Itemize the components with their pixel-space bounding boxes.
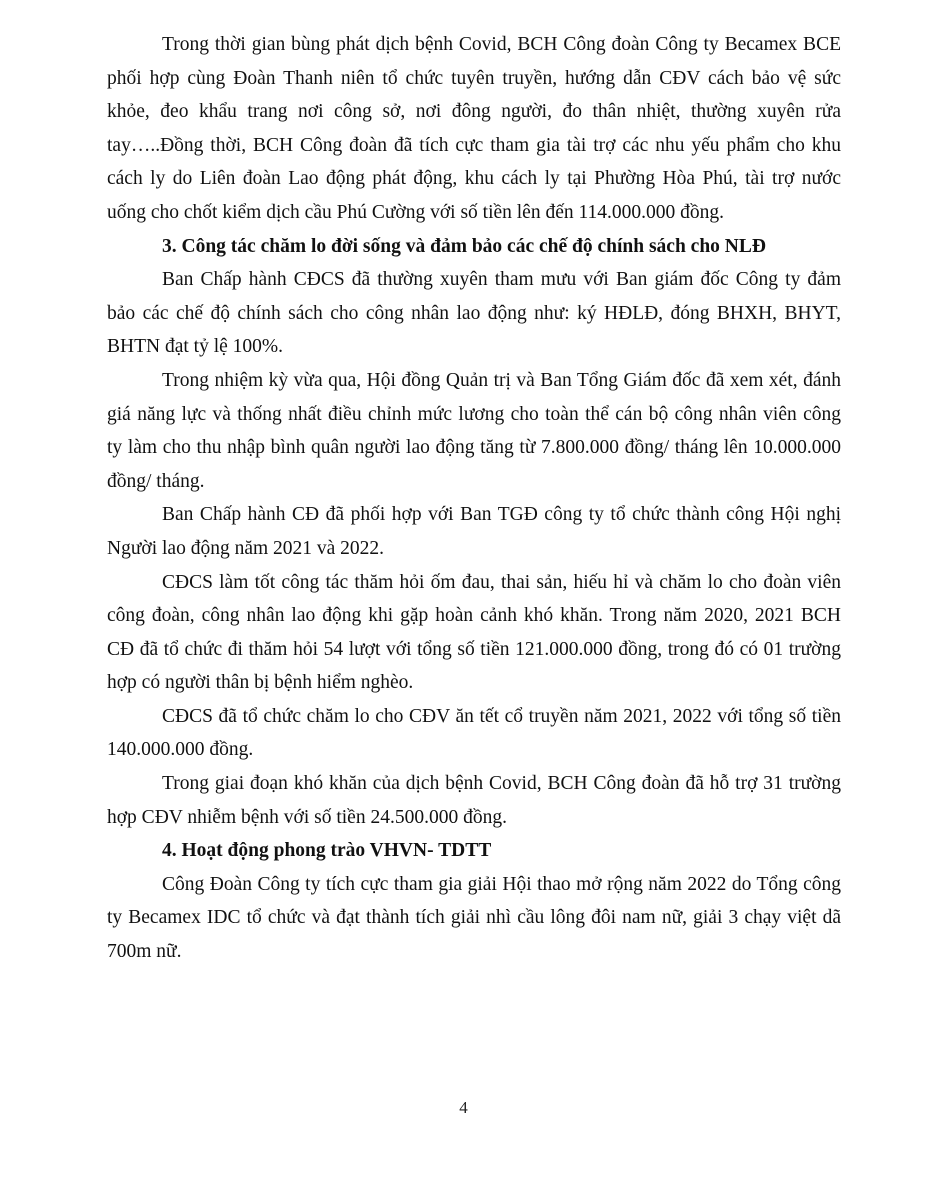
page-number: 4	[459, 1098, 468, 1117]
text-line: BHTN đạt tỷ lệ 100%.	[107, 336, 284, 358]
text-line: Ban Chấp hành CĐ đã phối hợp với Ban TGĐ công ty tổ chức thành công Hội nghị	[162, 504, 841, 526]
paragraph-sports	[107, 868, 841, 969]
text-line: CĐCS làm tốt công tác thăm hỏi ốm đau, thai sản, hiếu hỉ và chăm lo cho đoàn viên	[162, 571, 841, 593]
text-line: Trong giai đoạn khó khăn của dịch bệnh Covid, BCH Công đoàn đã hỗ trợ 31 trường	[162, 773, 841, 795]
text-line: phối hợp cùng Đoàn Thanh niên tổ chức tuyên truyền, hướng dẫn CĐV cách bảo vệ sức	[107, 67, 841, 89]
text-line: đồng/ tháng.	[107, 470, 205, 492]
section-4-heading: 4. Hoạt động phong trào VHVN- TDTT	[162, 840, 492, 862]
text-line: CĐ đã tổ chức đi thăm hỏi 54 lượt với tổng số tiền 121.000.000 đồng, trong đó có 01 trường	[107, 638, 841, 660]
text-line: Công Đoàn Công ty tích cực tham gia giải Hội thao mở rộng năm 2022 do Tổng công	[162, 873, 841, 895]
text-line: Ban Chấp hành CĐCS đã thường xuyên tham mưu với Ban giám đốc Công ty đảm	[162, 269, 841, 291]
text-line: công đoàn, công nhân lao động khi gặp hoàn cảnh khó khăn. Trong năm 2020, 2021 BCH	[107, 605, 841, 627]
paragraph-tet	[107, 700, 841, 767]
paragraph-salary	[107, 364, 841, 498]
section-3-heading: 3. Công tác chăm lo đời sống và đảm bảo các chế độ chính sách cho NLĐ	[162, 235, 766, 257]
text-line: 140.000.000 đồng.	[107, 739, 254, 761]
page-body	[107, 28, 841, 969]
text-line: khỏe, đeo khẩu trang nơi công sở, nơi đông người, đo thân nhiệt, thường xuyên rửa	[107, 101, 841, 123]
text-line: cách ly do Liên đoàn Lao động phát động, khu cách ly tại Phường Hòa Phú, tài trợ nước	[107, 168, 841, 190]
paragraph-conference	[107, 498, 841, 565]
text-line: hợp có người thân bị bệnh hiểm nghèo.	[107, 672, 414, 694]
text-line: Trong nhiệm kỳ vừa qua, Hội đồng Quản trị và Ban Tổng Giám đốc đã xem xét, đánh	[162, 369, 841, 391]
text-line: ty Becamex IDC tổ chức và đạt thành tích giải nhì cầu lông đôi nam nữ, giải 3 chạy việt dã	[107, 907, 841, 929]
text-line: giá năng lực và thống nhất điều chỉnh mức lương cho toàn thể cán bộ công nhân viên công	[107, 403, 841, 425]
text-line: CĐCS đã tổ chức chăm lo cho CĐV ăn tết cổ truyền năm 2021, 2022 với tổng số tiền	[162, 705, 841, 727]
paragraph-visits	[107, 566, 841, 700]
text-line: tay…..Đồng thời, BCH Công đoàn đã tích cực tham gia tài trợ các nhu yếu phẩm cho khu	[107, 134, 841, 156]
text-line: ty làm cho thu nhập bình quân người lao động tăng từ 7.800.000 đồng/ tháng lên 10.000.000	[107, 437, 841, 459]
text-line: bảo các chế độ chính sách cho công nhân lao động như: ký HĐLĐ, đóng BHXH, BHYT,	[107, 302, 841, 324]
paragraph-policies	[107, 263, 841, 364]
text-line: Trong thời gian bùng phát dịch bệnh Covid, BCH Công đoàn Công ty Becamex BCE	[162, 34, 841, 55]
text-line: uống cho chốt kiểm dịch cầu Phú Cường với số tiền lên đến 114.000.000 đồng.	[107, 201, 725, 223]
text-line: 700m nữ.	[107, 941, 182, 963]
text-line: hợp CĐV nhiễm bệnh với số tiền 24.500.000 đồng.	[107, 806, 507, 828]
text-line: Người lao động năm 2021 và 2022.	[107, 537, 385, 559]
paragraph-covid-support	[107, 28, 841, 230]
paragraph-covid-cases	[107, 767, 841, 834]
